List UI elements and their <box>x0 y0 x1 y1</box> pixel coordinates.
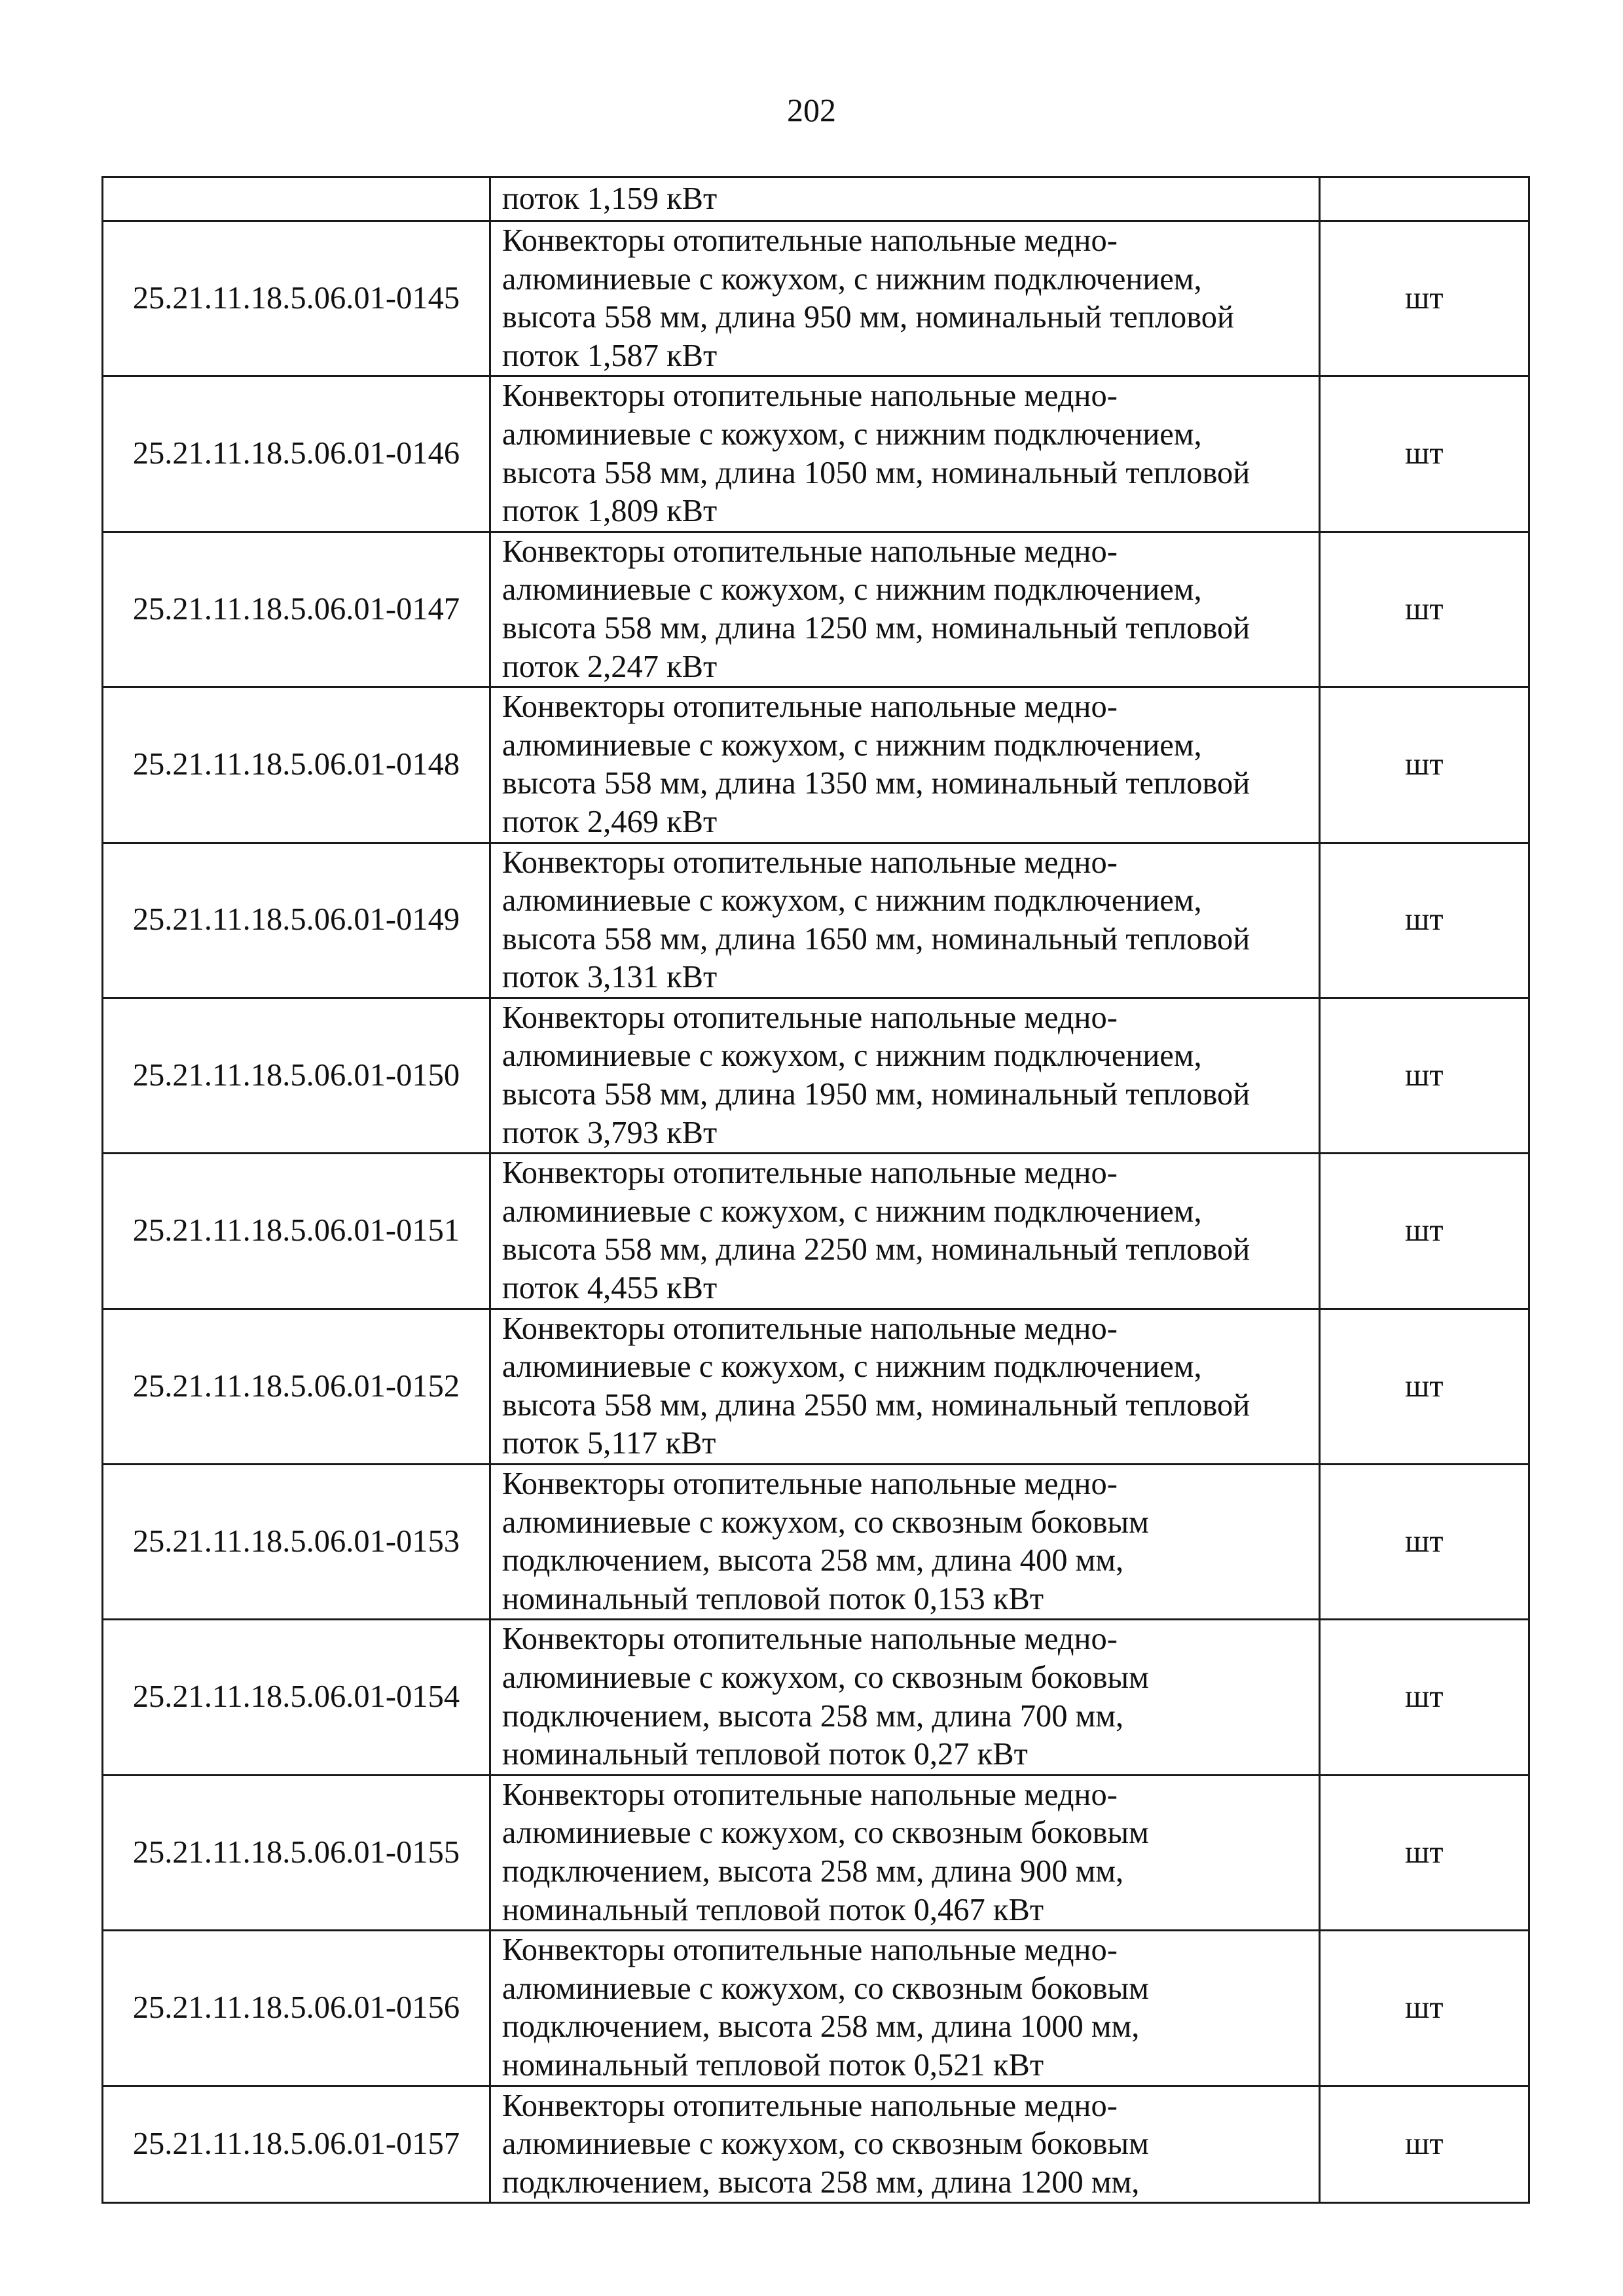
description-line: номинальный тепловой поток 0,153 кВт <box>501 1581 1044 1616</box>
description-line: Конвекторы отопительные напольные медно- <box>501 845 1118 880</box>
description-line: подключением, высота 258 мм, длина 400 мм, <box>501 1543 1124 1578</box>
description-line: алюминиевые с кожухом, с нижним подключением, <box>501 261 1202 297</box>
description-line: алюминиевые с кожухом, с нижним подключением, <box>501 727 1202 763</box>
unit-cell: шт <box>1319 532 1529 687</box>
description-line: Конвекторы отопительные напольные медно- <box>501 2088 1118 2123</box>
description-cell <box>490 177 1319 221</box>
description-line: высота 558 мм, длина 1250 мм, номинальный тепловой <box>501 610 1250 646</box>
resource-table <box>101 176 1530 2204</box>
description-line: поток 3,793 кВт <box>501 1115 718 1150</box>
code-cell: 25.21.11.18.5.06.01-0152 <box>103 1309 490 1464</box>
description-cell <box>490 1775 1319 1930</box>
description-line: Конвекторы отопительные напольные медно- <box>501 689 1118 725</box>
table-row <box>103 1309 1529 1464</box>
description-line: алюминиевые с кожухом, со сквозным боковым <box>501 2126 1149 2162</box>
description-cell <box>490 1465 1319 1620</box>
table-row <box>103 1154 1529 1309</box>
description-cell <box>490 998 1319 1153</box>
code-cell: 25.21.11.18.5.06.01-0149 <box>103 843 490 998</box>
unit-cell: шт <box>1319 687 1529 843</box>
description-line: высота 558 мм, длина 1050 мм, номинальный тепловой <box>501 455 1250 490</box>
description-line: Конвекторы отопительные напольные медно- <box>501 1467 1118 1501</box>
table-row <box>103 1931 1529 2086</box>
description-line: поток 3,131 кВт <box>501 960 718 995</box>
description-line: номинальный тепловой поток 0,521 кВт <box>501 2047 1044 2083</box>
code-cell: 25.21.11.18.5.06.01-0155 <box>103 1775 490 1930</box>
description-line: поток 1,809 кВт <box>501 494 718 529</box>
description-line: высота 558 мм, длина 1350 мм, номинальный тепловой <box>501 766 1250 801</box>
table-row-continuation <box>103 177 1529 221</box>
description-line: алюминиевые с кожухом, со сквозным боковым <box>501 1660 1149 1695</box>
unit-cell: шт <box>1319 1465 1529 1620</box>
description-line: поток 2,247 кВт <box>501 649 718 684</box>
code-cell: 25.21.11.18.5.06.01-0153 <box>103 1465 490 1620</box>
description-line: поток 5,117 кВт <box>501 1426 716 1461</box>
description-line: номинальный тепловой поток 0,27 кВт <box>501 1737 1028 1772</box>
description-line: Конвекторы отопительные напольные медно- <box>501 1777 1118 1812</box>
description-line: высота 558 мм, длина 950 мм, номинальный тепловой <box>501 300 1235 335</box>
description-line: Конвекторы отопительные напольные медно- <box>501 223 1118 258</box>
table-row <box>103 1775 1529 1930</box>
description-line: высота 558 мм, длина 1650 мм, номинальный тепловой <box>501 921 1250 957</box>
table-row <box>103 687 1529 843</box>
description-line: Конвекторы отопительные напольные медно- <box>501 534 1118 569</box>
code-cell: 25.21.11.18.5.06.01-0154 <box>103 1620 490 1775</box>
code-cell: 25.21.11.18.5.06.01-0156 <box>103 1931 490 2086</box>
code-cell: 25.21.11.18.5.06.01-0157 <box>103 2086 490 2203</box>
description-line: подключением, высота 258 мм, длина 700 мм, <box>501 1698 1124 1734</box>
table-row <box>103 1620 1529 1775</box>
description-line: алюминиевые с кожухом, с нижним подключением, <box>501 572 1202 608</box>
description-cell <box>490 1931 1319 2086</box>
unit-cell: шт <box>1319 998 1529 1153</box>
description-line: алюминиевые с кожухом, с нижним подключением, <box>501 1194 1202 1229</box>
unit-cell: шт <box>1319 843 1529 998</box>
description-line: Конвекторы отопительные напольные медно- <box>501 378 1118 414</box>
description-line: алюминиевые с кожухом, с нижним подключением, <box>501 1038 1202 1074</box>
description-line: поток 1,159 кВт <box>501 181 718 216</box>
description-line: Конвекторы отопительные напольные медно- <box>501 1933 1118 1968</box>
unit-cell: шт <box>1319 376 1529 532</box>
description-cell <box>490 1309 1319 1464</box>
description-line: алюминиевые с кожухом, со сквозным боковым <box>501 1971 1149 2006</box>
code-cell: 25.21.11.18.5.06.01-0148 <box>103 687 490 843</box>
description-line: алюминиевые с кожухом, со сквозным боковым <box>501 1504 1149 1540</box>
description-line: высота 558 мм, длина 2250 мм, номинальный тепловой <box>501 1232 1250 1267</box>
description-line: поток 1,587 кВт <box>501 338 718 373</box>
description-line: алюминиевые с кожухом, с нижним подключением, <box>501 416 1202 452</box>
description-cell <box>490 532 1319 687</box>
code-cell: 25.21.11.18.5.06.01-0147 <box>103 532 490 687</box>
table-row <box>103 2086 1529 2203</box>
table-row <box>103 376 1529 532</box>
code-cell: 25.21.11.18.5.06.01-0151 <box>103 1154 490 1309</box>
table-row <box>103 1465 1529 1620</box>
unit-cell: шт <box>1319 1931 1529 2086</box>
unit-cell: шт <box>1319 221 1529 376</box>
description-line: Конвекторы отопительные напольные медно- <box>501 1000 1118 1035</box>
table-row <box>103 221 1529 376</box>
description-cell <box>490 2086 1319 2203</box>
description-cell <box>490 221 1319 376</box>
code-cell <box>103 177 490 221</box>
code-cell: 25.21.11.18.5.06.01-0146 <box>103 376 490 532</box>
description-line: номинальный тепловой поток 0,467 кВт <box>501 1892 1044 1927</box>
table-row <box>103 843 1529 998</box>
unit-cell: шт <box>1319 1309 1529 1464</box>
description-line: Конвекторы отопительные напольные медно- <box>501 1311 1118 1346</box>
description-line: Конвекторы отопительные напольные медно- <box>501 1156 1118 1191</box>
table-row <box>103 998 1529 1153</box>
description-cell <box>490 376 1319 532</box>
description-line: высота 558 мм, длина 2550 мм, номинальный тепловой <box>501 1387 1250 1423</box>
description-line: алюминиевые с кожухом, со сквозным боковым <box>501 1815 1149 1851</box>
description-line: алюминиевые с кожухом, с нижним подключением, <box>501 883 1202 919</box>
unit-cell: шт <box>1319 1620 1529 1775</box>
description-line: высота 558 мм, длина 1950 мм, номинальный тепловой <box>501 1077 1250 1112</box>
description-cell <box>490 1620 1319 1775</box>
description-cell <box>490 687 1319 843</box>
page-number: 202 <box>787 92 836 128</box>
description-line: Конвекторы отопительные напольные медно- <box>501 1622 1118 1657</box>
unit-cell: шт <box>1319 2086 1529 2203</box>
description-cell <box>490 843 1319 998</box>
description-cell <box>490 1154 1319 1309</box>
unit-cell: шт <box>1319 1154 1529 1309</box>
table-row <box>103 532 1529 687</box>
code-cell: 25.21.11.18.5.06.01-0145 <box>103 221 490 376</box>
description-line: подключением, высота 258 мм, длина 1000 мм, <box>501 2009 1140 2045</box>
description-line: поток 4,455 кВт <box>501 1271 718 1306</box>
unit-cell: шт <box>1319 1775 1529 1930</box>
description-line: подключением, высота 258 мм, длина 900 мм, <box>501 1853 1124 1889</box>
code-cell: 25.21.11.18.5.06.01-0150 <box>103 998 490 1153</box>
description-line: подключением, высота 258 мм, длина 1200 мм, <box>501 2164 1140 2200</box>
description-line: поток 2,469 кВт <box>501 804 718 839</box>
description-line: алюминиевые с кожухом, с нижним подключением, <box>501 1349 1202 1385</box>
unit-cell <box>1319 177 1529 221</box>
